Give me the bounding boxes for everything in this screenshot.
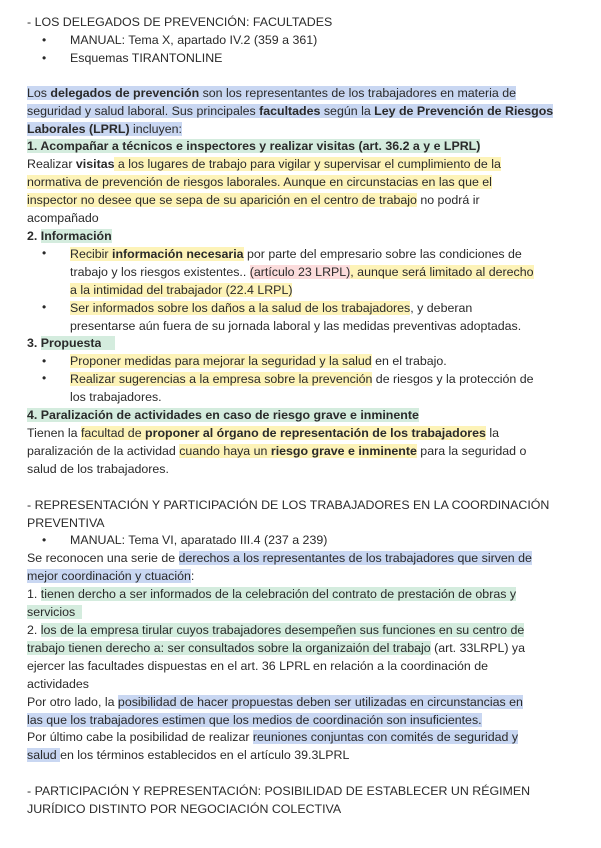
heading-informacion: 2. Información xyxy=(27,228,112,243)
paragraph-reuniones: Por último cabe la posibilidad de realizar reuniones conjuntas con comités de seguridad y salud en los términos establecidos en el artículo 39.3LPRL xyxy=(27,730,519,763)
ref-esquemas: • Esquemas TIRANTONLINE xyxy=(27,50,571,68)
bullet-realizar-sugerencias: • Realizar sugerencias a la empresa sobre la prevención de riesgos y la protección de los trabajadores. xyxy=(27,371,571,407)
spacer xyxy=(27,479,571,497)
section-title-coordinacion: - REPRESENTACIÓN Y PARTICIPACIÓN DE LOS TRABAJADORES EN LA COORDINACIÓN PREVENTIVA xyxy=(27,497,550,530)
bullet-proponer-medidas: • Proponer medidas para mejorar la seguridad y la salud en el trabajo. xyxy=(27,353,571,371)
paragraph-paralizacion: Tienen la facultad de proponer al órgano de representación de los trabajadores la paralización de la actividad cuando haya un riesgo grave e inminente para la seguridad o salud de los trabajadores. xyxy=(27,425,527,476)
paragraph-visitas: Realizar visitas a los lugares de trabajo para vigilar y supervisar el cumplimiento de la normativa de prevención de riesgos laborales. Aunque en circunstacias en las que el inspector no desee que se sepa de su aparición en el centro de trabajo no podrá ir acompañado xyxy=(27,157,501,226)
heading-acompanar: 1. Acompañar a técnicos e inspectores y realizar visitas (art. 36.2 a y e LPRL) xyxy=(27,139,481,154)
ref-manual: • MANUAL: Tema X, apartado IV.2 (359 a 361) xyxy=(27,32,571,50)
heading-propuesta: 3. Propuesta xyxy=(27,335,571,353)
item-consultados: 2. los de la empresa tirular cuyos trabajadores desempeñen sus funciones en su centro de trabajo tienen derecho a: ser consultados sobre la organizaión del trabajo (art. 33LRPL) ya ejercer las facultades dispuestas en el art. 36 LPRL en relación a la coordinación de actividades xyxy=(27,623,526,691)
intro-paragraph: Los delegados de prevención son los representantes de los trabajadores en materia de seguridad y salud laboral. Sus principales facultades según la Ley de Prevención de Riesgos Laborales (LPRL) incluyen: xyxy=(27,85,554,136)
spacer xyxy=(27,765,571,783)
item-informados: 1. tienen dercho a ser informados de la celebración del contrato de prestación de obras y servicios xyxy=(27,587,517,620)
ref-manual-tema-vi: • MANUAL: Tema VI, aparatado III.4 (237 a 239) xyxy=(27,532,571,550)
heading-paralizacion: 4. Paralización de actividades en caso de riesgo grave e inminente xyxy=(27,408,419,423)
bullet-recibir-informacion: • Recibir información necesaria por parte del empresario sobre las condiciones de trabajo y los riesgos existentes.. (artículo 23 LRPL), aunque será limitado al derecho a la intimidad del trabajador (22.4 LRPL) xyxy=(27,246,571,300)
paragraph-propuestas: Por otro lado, la posibilidad de hacer propuestas deben ser utilizadas en circunstancias en las que los trabajadores estimen que los medios de coordinación son insuficientes. xyxy=(27,694,523,727)
spacer xyxy=(27,68,571,85)
bullet-ser-informados: • Ser informados sobre los daños a la salud de los trabajadores, y deberan presentarse aún fuera de su jornada laboral y las medidas preventivas adoptadas. xyxy=(27,300,571,336)
section-title-delegados: - LOS DELEGADOS DE PREVENCIÓN: FACULTADES xyxy=(27,15,333,29)
paragraph-derechos: Se reconocen una serie de derechos a los representantes de los trabajadores que sirven de mejor coordinación y ctuación: xyxy=(27,551,532,584)
section-title-negociacion: - PARTICIPACIÓN Y REPRESENTACIÓN: POSIBILIDAD DE ESTABLECER UN RÉGIMEN JURÍDICO DISTINTO POR NEGOCIACIÓN COLECTIVA xyxy=(27,784,531,817)
